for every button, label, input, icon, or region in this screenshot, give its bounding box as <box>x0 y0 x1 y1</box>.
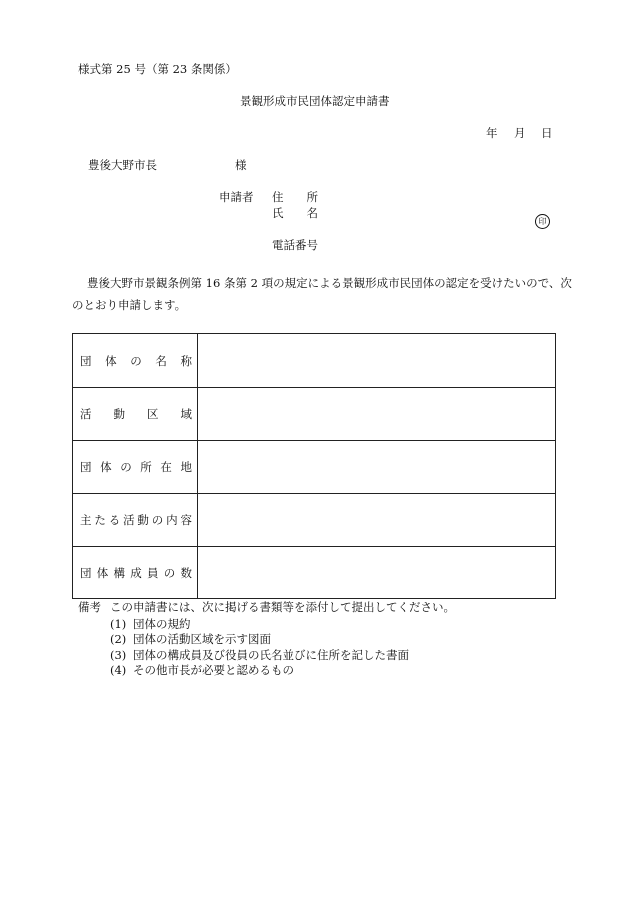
date-month-label: 月 <box>514 126 526 140</box>
note-item-text: 団体の構成員及び役員の氏名並びに住所を記した書面 <box>133 648 409 662</box>
note-item-text: その他市長が必要と認めるもの <box>133 663 294 677</box>
note-item-number: (3) <box>110 648 127 662</box>
table-row <box>73 387 555 440</box>
row-label <box>73 441 198 493</box>
note-item-number: (1) <box>110 617 127 631</box>
row-label-text: 主たる活動の内容 <box>80 513 192 527</box>
date-day-label: 日 <box>541 126 553 140</box>
group-name-field[interactable] <box>198 334 555 387</box>
body-text-line2: のとおり申請します。 <box>72 298 187 312</box>
body-text-line1: 豊後大野市景観条例第 16 条第 2 項の規定による景観形成市民団体の認定を受けたいので、次 <box>87 276 572 290</box>
address-label: 住 所 <box>272 190 318 204</box>
date-year-label: 年 <box>486 126 498 140</box>
form-number: 様式第 25 号（第 23 条関係） <box>78 62 237 76</box>
addressee-honorific: 様 <box>235 158 247 172</box>
name-label: 氏 名 <box>272 206 318 220</box>
row-label <box>73 547 198 598</box>
row-label-text: 団体の所在地 <box>80 460 192 474</box>
note-item-text: 団体の活動区域を示す図面 <box>133 632 271 646</box>
table-row <box>73 440 555 493</box>
main-activity-field[interactable] <box>198 494 555 546</box>
form-title: 景観形成市民団体認定申請書 <box>240 94 390 108</box>
seal-mark: 印 <box>535 214 550 229</box>
phone-label: 電話番号 <box>272 238 318 252</box>
note-item-text: 団体の規約 <box>133 617 191 631</box>
application-table <box>72 333 556 599</box>
note-item-number: (4) <box>110 663 127 677</box>
table-row <box>73 334 555 387</box>
note-item-number: (2) <box>110 632 127 646</box>
row-label <box>73 388 198 440</box>
notes-intro: この申請書には、次に掲げる書類等を添付して提出してください。 <box>110 600 455 614</box>
row-label <box>73 494 198 546</box>
member-count-field[interactable] <box>198 547 555 598</box>
addressee-name: 豊後大野市長 <box>88 158 157 172</box>
row-label <box>73 334 198 387</box>
row-label-text: 活動区域 <box>80 407 192 421</box>
applicant-label: 申請者 <box>219 190 254 204</box>
activity-area-field[interactable] <box>198 388 555 440</box>
table-row <box>73 546 555 598</box>
row-label-text: 団体構成員の数 <box>80 565 192 580</box>
group-address-field[interactable] <box>198 441 555 493</box>
table-row <box>73 493 555 546</box>
row-label-text: 団体の名称 <box>80 353 192 368</box>
notes-heading: 備考 <box>78 600 101 614</box>
